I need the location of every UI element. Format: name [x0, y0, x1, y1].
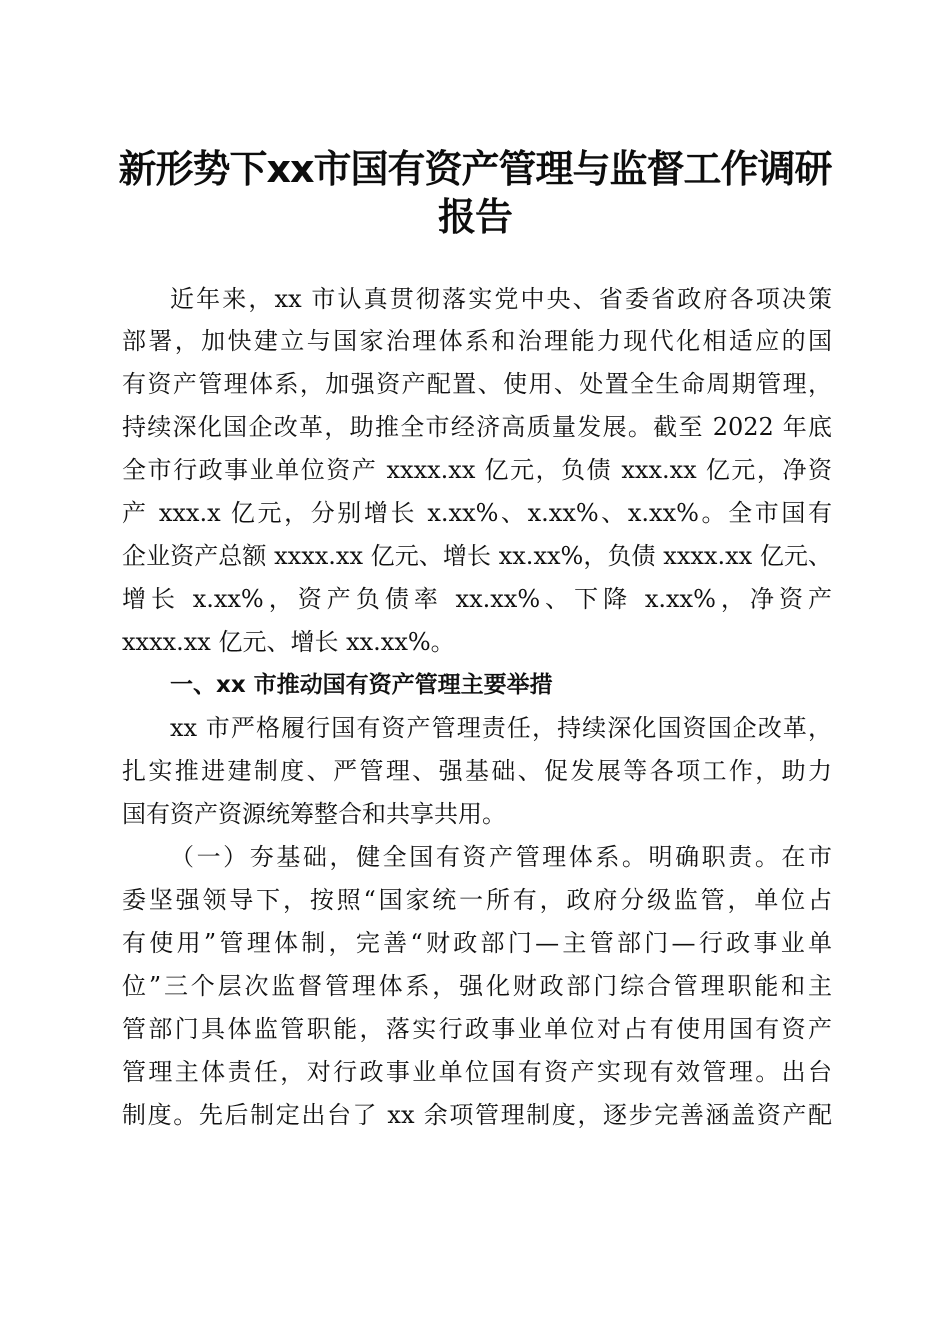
paragraph3-line: 有使用”管理体制，完善“财政部门—主管部门—行政事业单 [122, 929, 832, 957]
paragraph1-line: 持续深化国企改革，助推全市经济高质量发展。截至 2022 年底 [122, 413, 832, 441]
paragraph1-line: 增长 x.xx%，资产负债率 xx.xx%、下降 x.xx%，净资产 [122, 585, 832, 613]
paragraph1-line: 近年来，xx 市认真贯彻落实党中央、省委省政府各项决策 [170, 285, 832, 313]
paragraph2-line: xx 市严格履行国有资产管理责任，持续深化国资国企改革， [170, 714, 832, 742]
paragraph3-line: （一）夯基础，健全国有资产管理体系。明确职责。在市 [170, 843, 832, 871]
paragraph3-line: 位”三个层次监督管理体系，强化财政部门综合管理职能和主 [122, 972, 832, 1000]
paragraph3-line: 制度。先后制定出台了 xx 余项管理制度，逐步完善涵盖资产配 [122, 1101, 832, 1129]
section-heading: 一、xx 市推动国有资产管理主要举措 [170, 672, 553, 698]
paragraph1-line: 部署，加快建立与国家治理体系和治理能力现代化相适应的国 [122, 327, 832, 355]
paragraph2-line: 扎实推进建制度、严管理、强基础、促发展等各项工作，助力 [122, 757, 832, 785]
paragraph1-line: 产 xxx.x 亿元，分别增长 x.xx%、x.xx%、x.xx%。全市国有 [122, 499, 832, 527]
paragraph3-line: 管理主体责任，对行政事业单位国有资产实现有效管理。出台 [122, 1058, 832, 1086]
paragraph1-line: 有资产管理体系，加强资产配置、使用、处置全生命周期管理， [122, 370, 832, 398]
paragraph2-line: 国有资产资源统筹整合和共享共用。 [122, 800, 506, 828]
document-title-line1: 新形势下xx市国有资产管理与监督工作调研 [118, 147, 832, 191]
paragraph1-line: xxxx.xx 亿元、增长 xx.xx%。 [122, 628, 455, 656]
document-title-line2: 报告 [437, 195, 512, 239]
paragraph3-line: 管部门具体监管职能，落实行政事业单位对占有使用国有资产 [122, 1015, 832, 1043]
paragraph1-line: 企业资产总额 xxxx.xx 亿元、增长 xx.xx%，负债 xxxx.xx 亿元、 [122, 542, 832, 570]
paragraph1-line: 全市行政事业单位资产 xxxx.xx 亿元，负债 xxx.xx 亿元，净资 [122, 456, 832, 484]
paragraph3-line: 委坚强领导下，按照“国家统一所有，政府分级监管，单位占 [122, 886, 832, 914]
